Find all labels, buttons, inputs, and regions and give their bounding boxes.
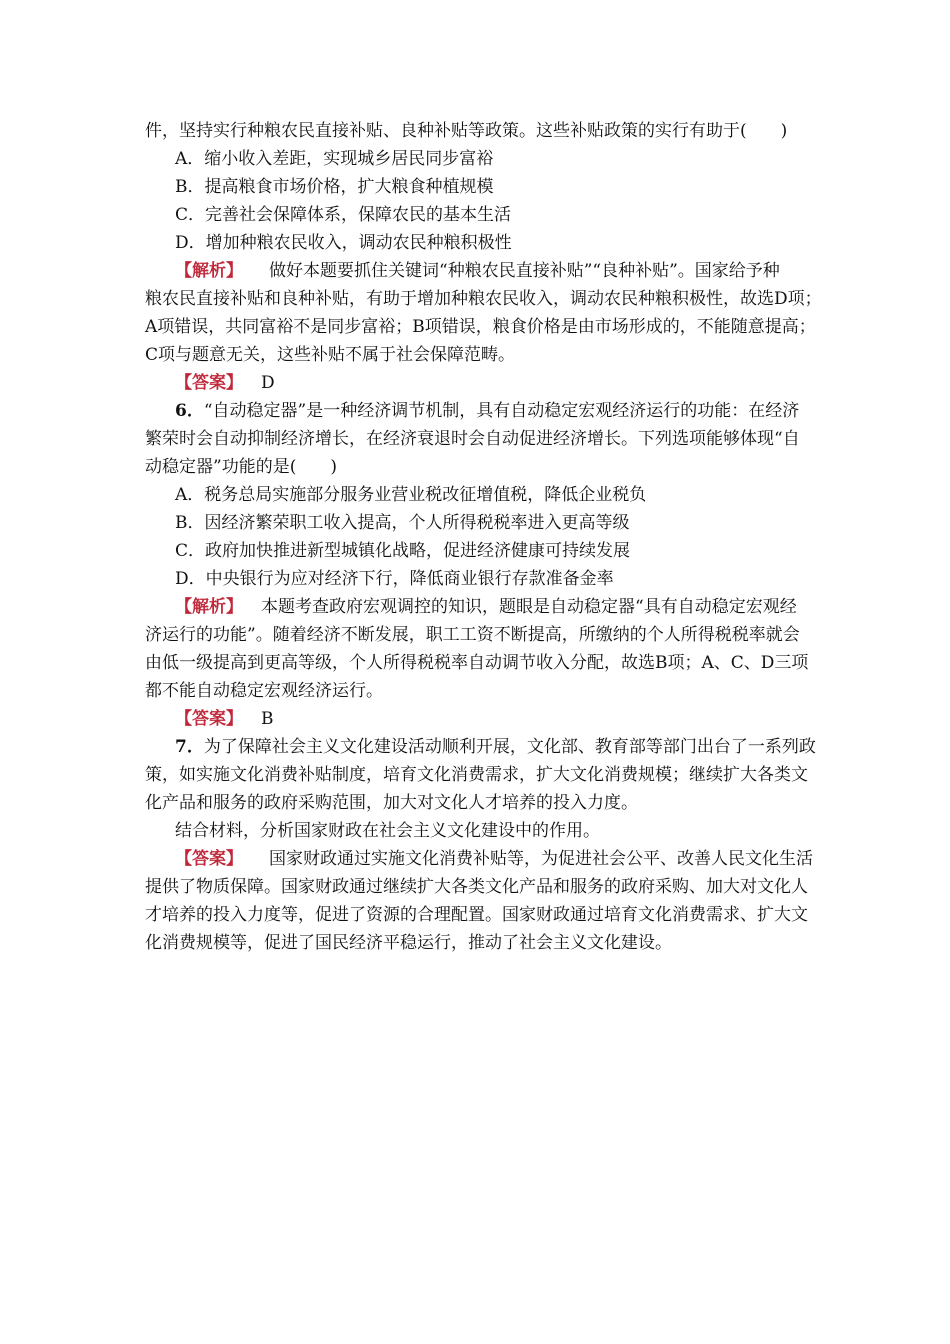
q7-answer-line-3: 才培养的投入力度等，促进了资源的合理配置。国家财政通过培育文化消费需求、扩大文 (145, 905, 808, 925)
q6-option-c: C．政府加快推进新型城镇化战略，促进经济健康可持续发展 (175, 541, 631, 561)
q6-stem-text: “自动稳定器”是一种经济调节机制，具有自动稳定宏观经济运行的功能：在经济 (203, 401, 800, 421)
q7-stem-line-3: 化产品和服务的政府采购范围，加大对文化人才培养的投入力度。 (145, 793, 638, 813)
answer-tag: 【答案】 (175, 709, 243, 729)
q6-answer-value: B (261, 709, 274, 729)
q6-analysis-line-3: 由低一级提高到更高等级，个人所得税税率自动调节收入分配，故选B项；A、C、D三项 (145, 653, 809, 673)
q7-answer-line-2: 提供了物质保障。国家财政通过继续扩大各类文化产品和服务的政府采购、加大对文化人 (145, 877, 808, 897)
q5-analysis-line-2: 粮农民直接补贴和良种补贴，有助于增加种粮农民收入，调动农民种粮积极性，故选D项； (145, 289, 822, 309)
q5-analysis-line-4: C项与题意无关，这些补贴不属于社会保障范畴。 (145, 345, 516, 365)
q6-answer-line (175, 711, 274, 728)
q5-analysis-line-1 (175, 263, 780, 280)
q5-analysis-line-3: A项错误，共同富裕不是同步富裕；B项错误，粮食价格是由市场形成的，不能随意提高； (145, 317, 816, 337)
q7-stem-line-2: 策，如实施文化消费补贴制度，培育文化消费需求，扩大文化消费规模；继续扩大各类文 (145, 765, 808, 785)
q5-answer-line (175, 375, 275, 392)
q7-answer-text: 国家财政通过实施文化消费补贴等，为促进社会公平、改善人民文化生活 (269, 849, 813, 869)
analysis-tag: 【解析】 (175, 261, 243, 281)
q7-prompt: 结合材料，分析国家财政在社会主义文化建设中的作用。 (175, 821, 600, 841)
q5-option-c: C．完善社会保障体系，保障农民的基本生活 (175, 205, 512, 225)
q5-analysis-text: 做好本题要抓住关键词“种粮农民直接补贴”“良种补贴”。国家给予种 (269, 261, 780, 281)
q6-analysis-line-2: 济运行的功能”。随着经济不断发展，职工工资不断提高，所缴纳的个人所得税税率就会 (145, 625, 800, 645)
q6-stem-line-2: 繁荣时会自动抑制经济增长，在经济衰退时会自动促进经济增长。下列选项能够体现“自 (145, 429, 800, 449)
analysis-tag: 【解析】 (175, 597, 243, 617)
q7-answer-line-4: 化消费规模等，促进了国民经济平稳运行，推动了社会主义文化建设。 (145, 933, 672, 953)
q6-option-d: D．中央银行为应对经济下行，降低商业银行存款准备金率 (175, 569, 614, 589)
q6-analysis-line-1 (175, 599, 797, 616)
q6-option-b: B．因经济繁荣职工收入提高，个人所得税税率进入更高等级 (175, 513, 630, 533)
answer-tag: 【答案】 (175, 849, 243, 869)
q7-answer-line-1 (175, 851, 813, 868)
q7-stem-line-1 (175, 739, 816, 756)
q5-stem-tail: 件，坚持实行种粮农民直接补贴、良种补贴等政策。这些补贴政策的实行有助于( ) (145, 121, 788, 141)
q5-option-b: B．提高粮食市场价格，扩大粮食种植规模 (175, 177, 494, 197)
q5-option-d: D．增加种粮农民收入，调动农民种粮积极性 (175, 233, 512, 253)
q5-answer-value: D (261, 373, 275, 393)
q6-option-a: A．税务总局实施部分服务业营业税改征增值税，降低企业税负 (175, 485, 647, 505)
q6-stem-line-1 (175, 403, 799, 420)
q6-analysis-text: 本题考查政府宏观调控的知识，题眼是自动稳定器“具有自动稳定宏观经 (261, 597, 797, 617)
q7-number: 7． (175, 737, 204, 757)
q7-stem-text: 为了保障社会主义文化建设活动顺利开展，文化部、教育部等部门出台了一系列政 (203, 737, 816, 757)
q6-number: 6． (175, 401, 204, 421)
q5-option-a: A．缩小收入差距，实现城乡居民同步富裕 (175, 149, 494, 169)
answer-tag: 【答案】 (175, 373, 243, 393)
q6-analysis-line-4: 都不能自动稳定宏观经济运行。 (145, 681, 383, 701)
q6-stem-line-3: 动稳定器”功能的是( ) (145, 457, 337, 477)
